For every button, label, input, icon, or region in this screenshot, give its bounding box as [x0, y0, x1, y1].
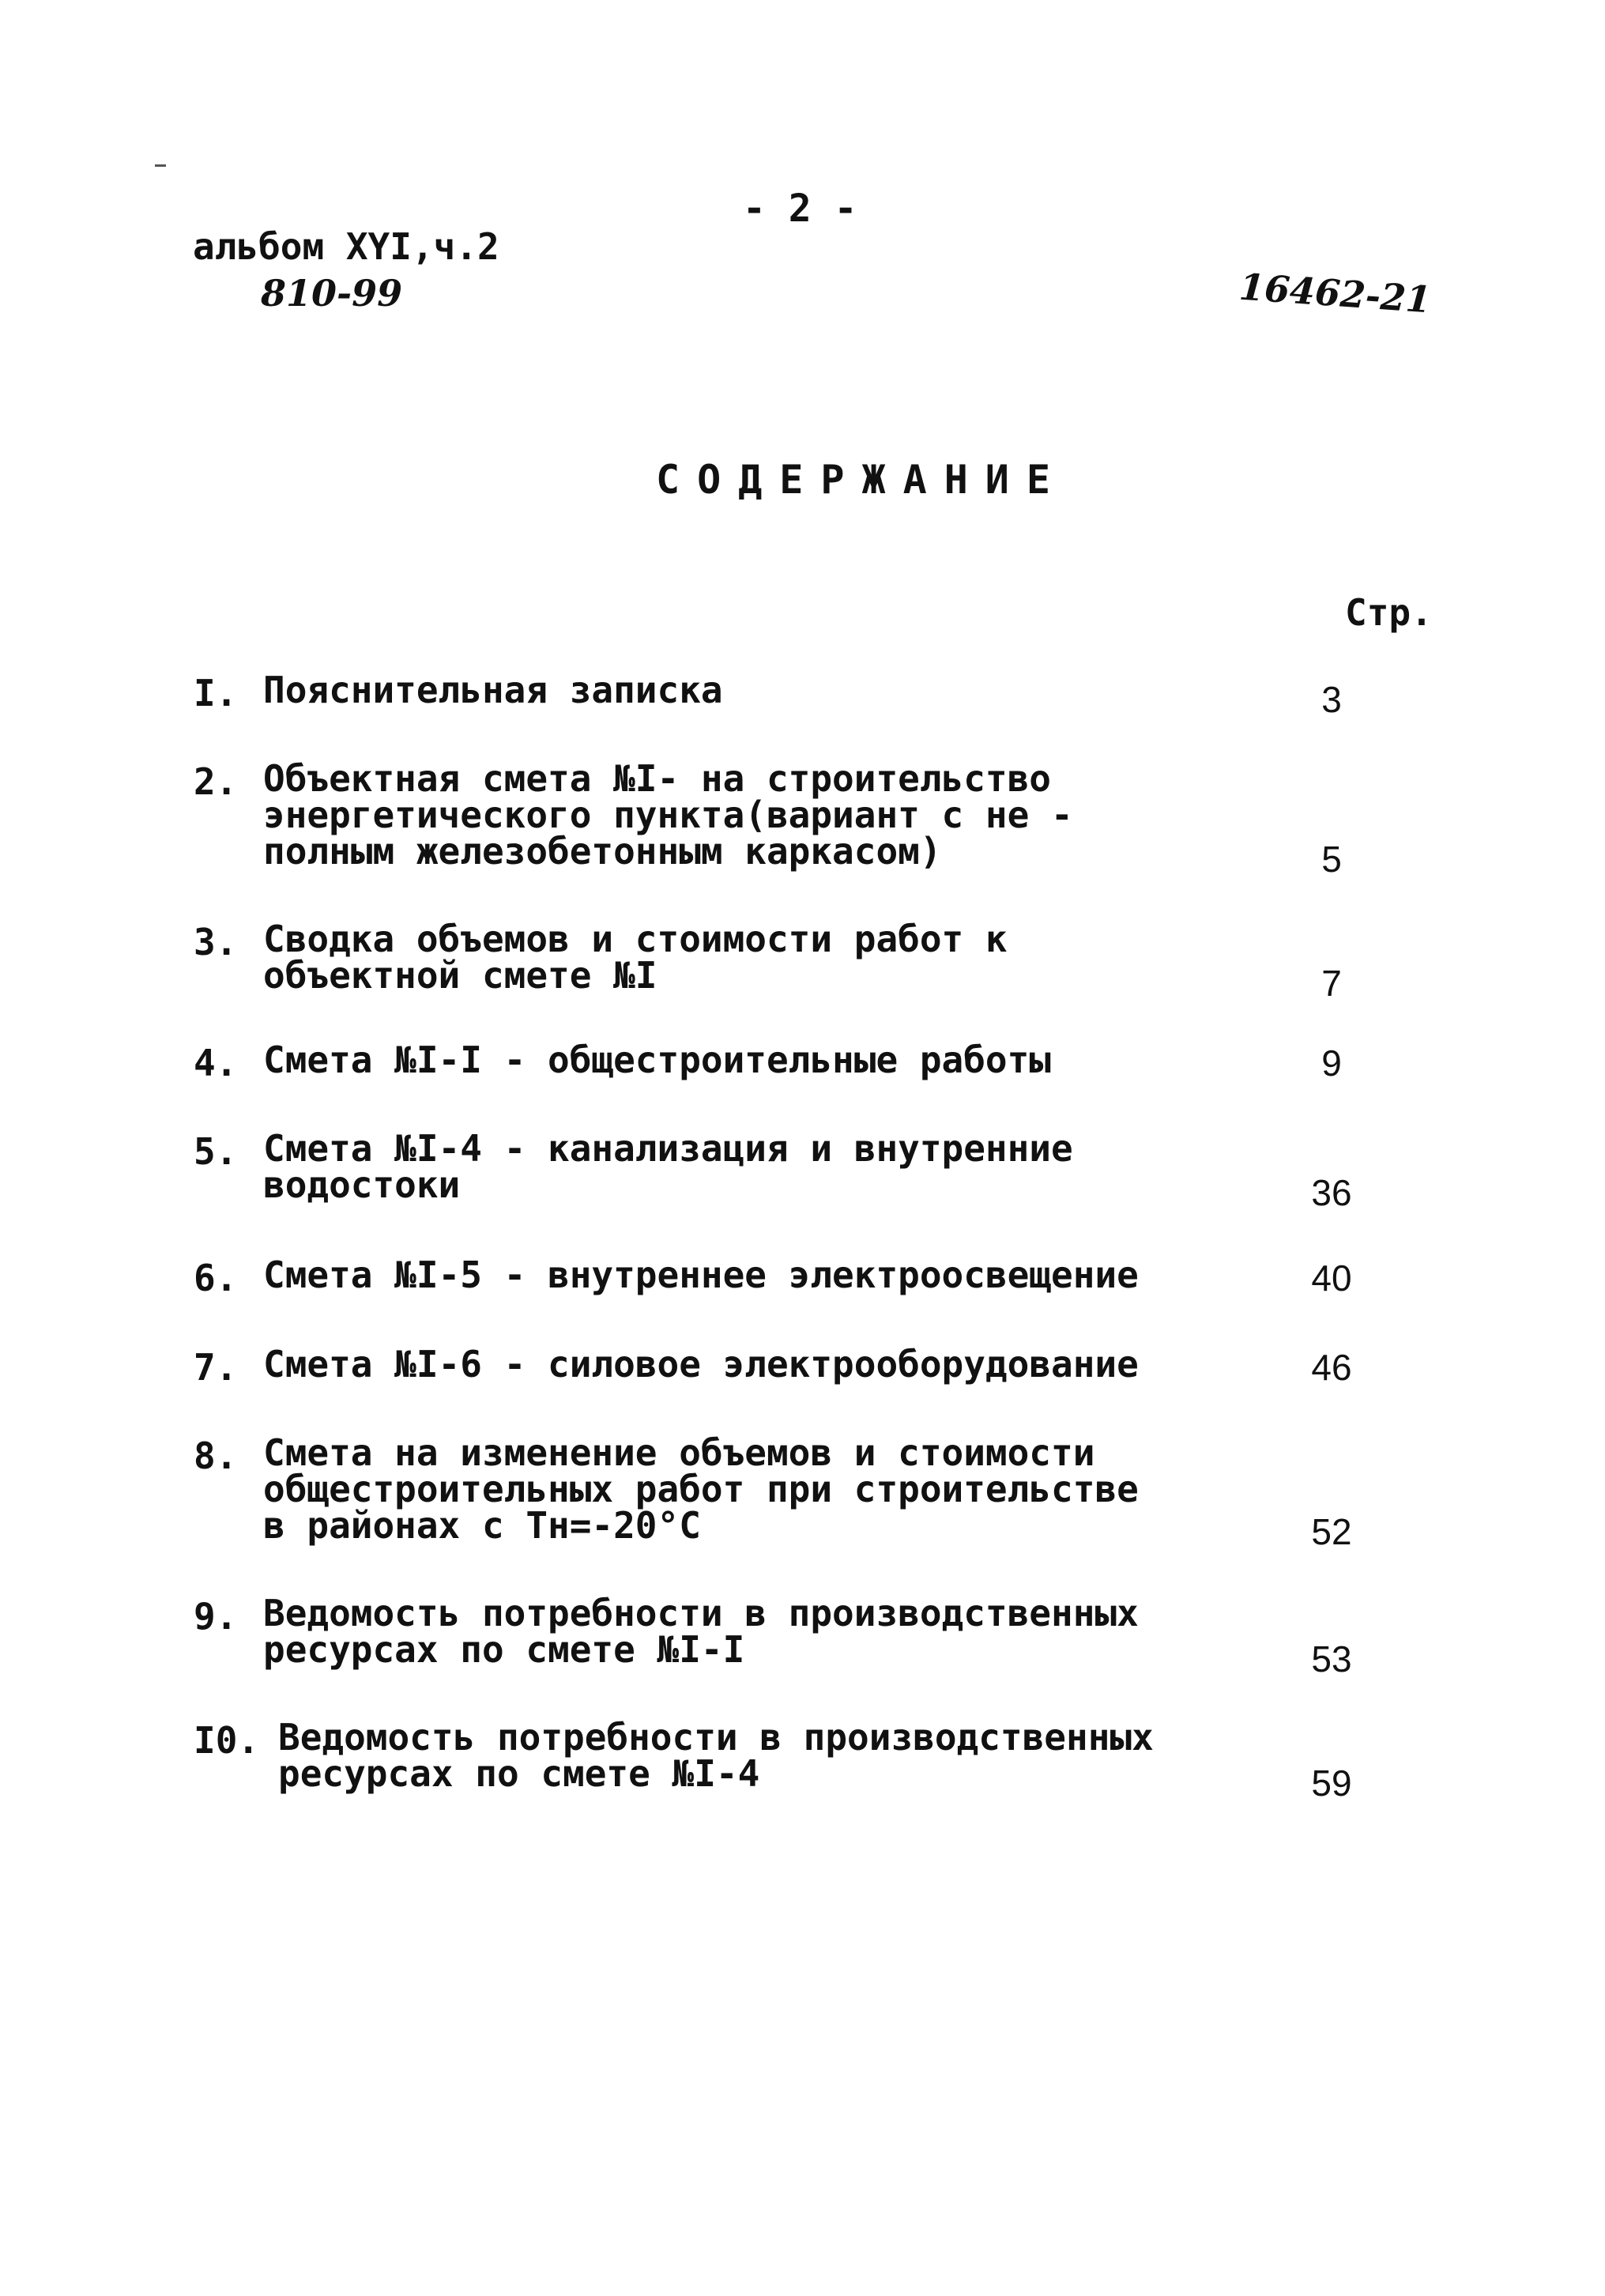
toc-entry-page: 3 — [1321, 679, 1342, 720]
toc-entry-page: 46 — [1311, 1347, 1352, 1388]
toc-entry-number: I. — [194, 672, 238, 714]
toc-entry-number: 7. — [194, 1346, 238, 1389]
album-reference: альбом XYI,ч.2 — [193, 225, 499, 268]
toc-entry-text: Смета №I-I - общестроительные работы — [263, 1039, 1051, 1081]
toc-entry-page: 59 — [1311, 1763, 1352, 1804]
page-column-header: Стр. — [1345, 591, 1433, 634]
toc-entry-page: 7 — [1321, 963, 1342, 1004]
toc-entry-text: Смета №I-6 - силовое электрооборудование — [263, 1343, 1139, 1386]
toc-entry-page: 5 — [1321, 839, 1342, 880]
toc-entry-number: 3. — [194, 921, 238, 963]
toc-entry-text: Смета №I-4 - канализация и внутренние водостоки — [263, 1127, 1073, 1206]
toc-entry-text: Сводка объемов и стоимости работ к объектной смете №I — [263, 918, 1008, 997]
album-handwritten-number: 810-99 — [261, 272, 403, 315]
toc-entry-number: 4. — [194, 1042, 238, 1084]
toc-entry-text: Ведомость потребности в производственных ресурсах по смете №I-4 — [278, 1716, 1154, 1795]
toc-entry-number: 2. — [194, 760, 238, 803]
toc-entry-text: Ведомость потребности в производственных ресурсах по смете №I-I — [263, 1592, 1139, 1671]
toc-entry-text: Пояснительная записка — [263, 669, 723, 711]
toc-entry-number: I0. — [194, 1719, 260, 1762]
toc-entry-number: 9. — [194, 1595, 238, 1638]
page-title: СОДЕРЖАНИЕ — [655, 457, 1068, 503]
toc-entry-text: Объектная смета №I- на строительство энергетического пункта(вариант с не - полным железобетонным каркасом) — [263, 757, 1073, 873]
toc-entry-page: 36 — [1311, 1172, 1352, 1213]
toc-entry-page: 9 — [1321, 1042, 1342, 1084]
toc-entry-text: Смета на изменение объемов и стоимости общестроительных работ при строительстве в районах с Тн=-20°С — [263, 1431, 1139, 1547]
toc-entry-number: 8. — [194, 1435, 238, 1477]
toc-entry-page: 52 — [1311, 1511, 1352, 1552]
toc-entry-number: 6. — [194, 1257, 238, 1299]
toc-entry-page: 40 — [1311, 1257, 1352, 1299]
toc-entry-number: 5. — [194, 1130, 238, 1173]
toc-entry-page: 53 — [1311, 1638, 1352, 1680]
scan-artifact-mark — [155, 164, 166, 167]
page-number: - 2 - — [743, 187, 857, 231]
document-handwritten-number: 16462-21 — [1238, 265, 1433, 322]
toc-entry-text: Смета №I-5 - внутреннее электроосвещение — [263, 1254, 1139, 1296]
